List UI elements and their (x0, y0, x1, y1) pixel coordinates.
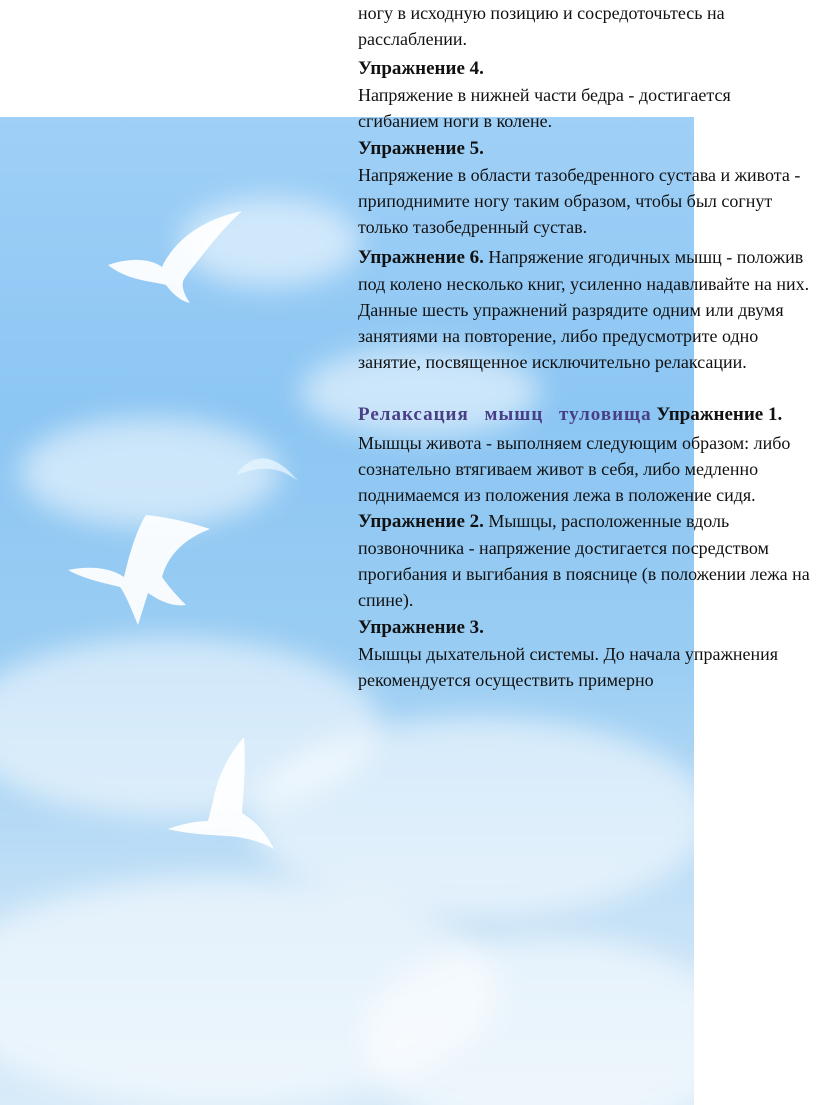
torso-exercise-3-heading: Упражнение 3. (358, 617, 484, 638)
torso-exercise-2-heading: Упражнение 2. (358, 511, 484, 532)
torso-exercise-1-2-paragraph (358, 430, 814, 613)
torso-exercise-2-text: Мышцы, расположенные вдоль позвоночника - напряжение достигается посредством прогибания и выгибания в пояснице (в положении лежа на спине). (358, 511, 810, 610)
summary-paragraph: Данные шесть упражнений разрядите одним или двумя занятиями на повторение, либо предусмотрите одно занятие, посвященное исключительно релаксации. (358, 300, 784, 372)
torso-exercise-1-text: Мышцы живота - выполняем следующим образом: либо сознательно втягиваем живот в себя, либо медленно поднимаемся из положения лежа в положение сидя. (358, 433, 791, 505)
torso-exercise-1-heading: Упражнение 1. (651, 404, 783, 425)
exercise-5-heading: Упражнение 5. (358, 138, 484, 159)
document-text (358, 0, 814, 693)
torso-exercise-3-text: Мышцы дыхательной системы. До начала упражнения рекомендуется осуществить примерно (358, 644, 779, 690)
bird-2-icon (68, 515, 213, 635)
exercise-6-paragraph (358, 244, 814, 297)
bird-1-icon (100, 207, 250, 307)
exercise-4-text: Напряжение в нижней части бедра - достигается сгибанием ноги в колене. (358, 85, 731, 131)
exercise-6-heading: Упражнение 6. (358, 247, 484, 268)
continuation-paragraph: ногу в исходную позицию и сосредоточьтесь на расслаблении. (358, 3, 725, 49)
torso-section-paragraph (358, 401, 814, 428)
bird-3-icon (168, 737, 278, 857)
bird-4-icon (232, 445, 302, 485)
section-title: Релаксация мышц туловища (358, 404, 652, 425)
exercise-4-heading: Упражнение 4. (358, 58, 484, 79)
exercise-6-text: Напряжение ягодичных мышц - положив под колено несколько книг, усиленно надавливайте на них. (358, 247, 810, 294)
exercise-5-text: Напряжение в области тазобедренного сустава и живота - приподнимите ногу таким образом, чтобы был согнут только тазобедренный сустав. (358, 165, 801, 237)
